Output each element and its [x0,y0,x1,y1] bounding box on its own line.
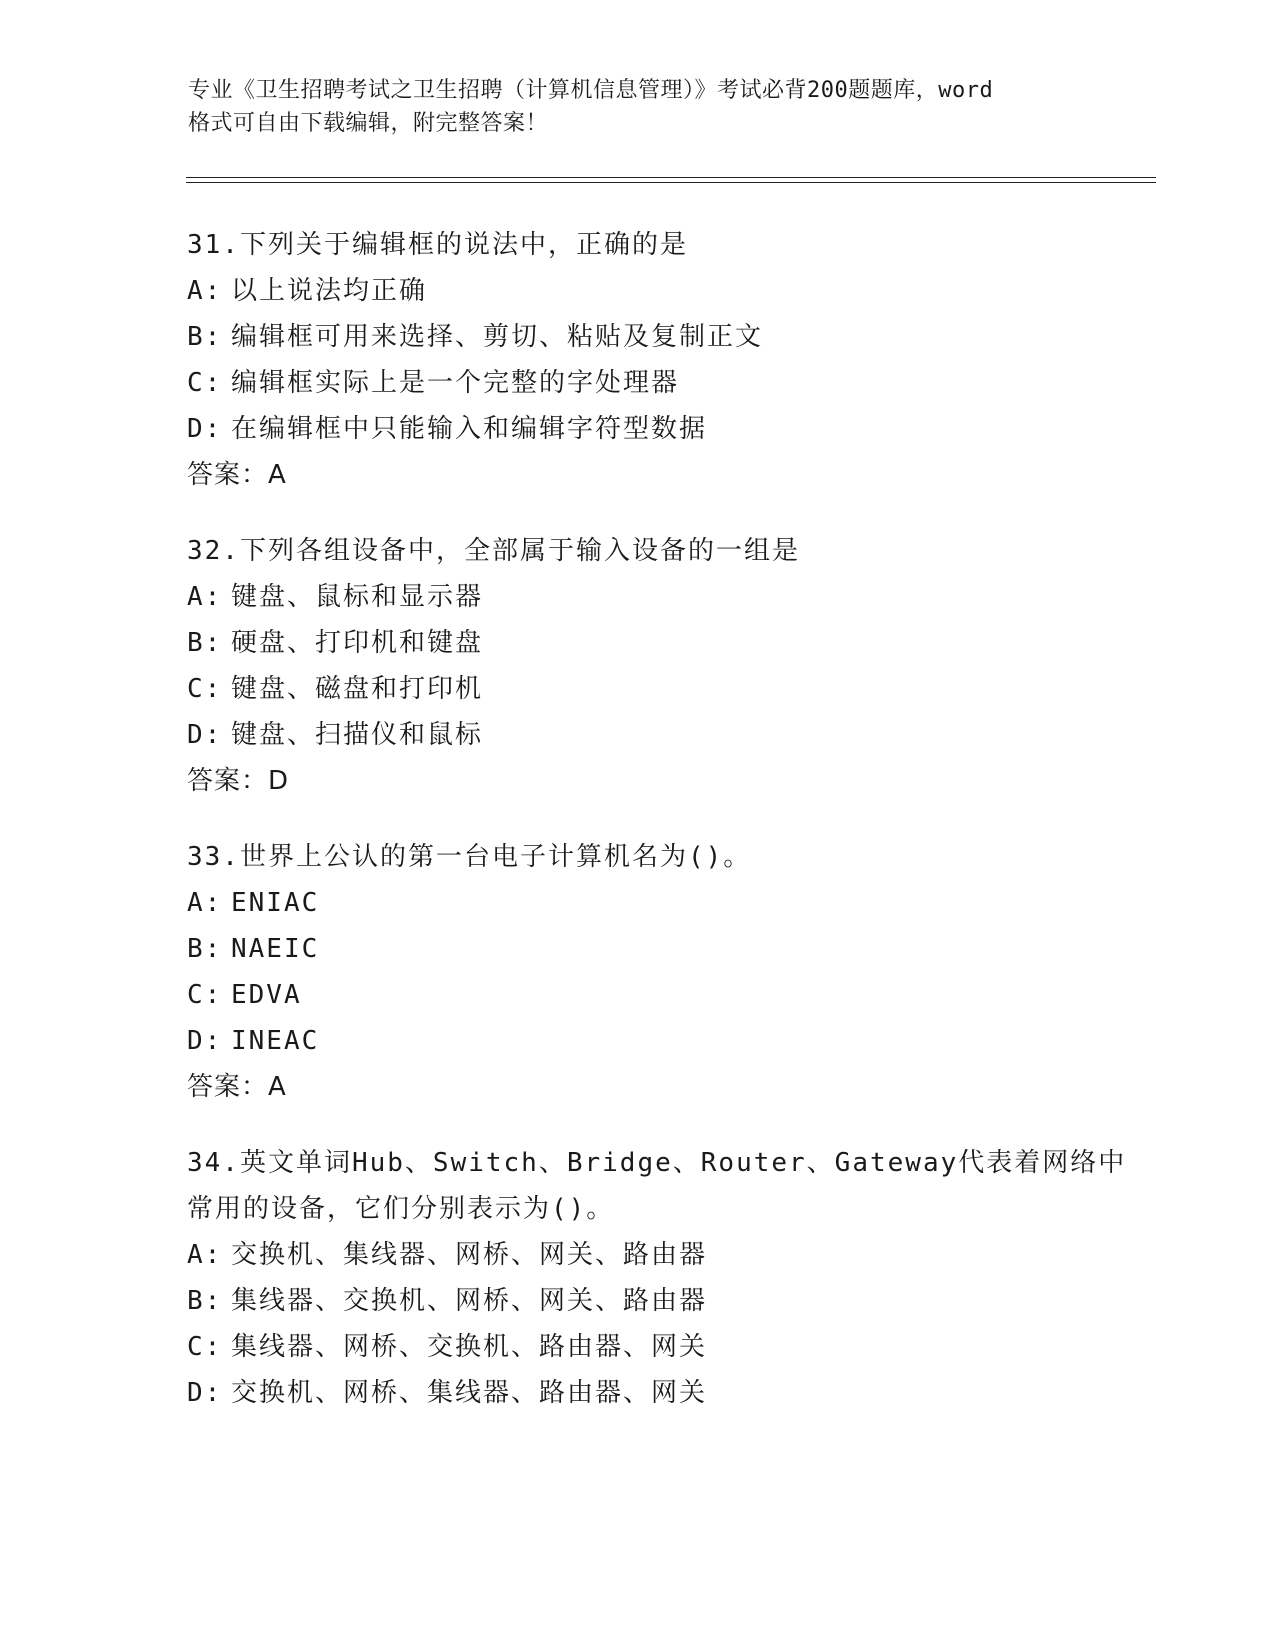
option-letter: D: [187,720,223,750]
answer-line: 答案：D [187,766,290,796]
question-31 [187,222,1087,498]
option-a [187,880,1087,926]
option-b [187,1278,1087,1324]
option-letter: D: [187,1378,223,1408]
option-b [187,314,1087,360]
question-stem-continued: 常用的设备，它们分别表示为()。 [187,1194,615,1224]
option-letter: A: [187,888,223,918]
option-letter: A: [187,276,223,306]
option-text: 集线器、交换机、网桥、网关、路由器 [231,1286,708,1316]
option-d [187,406,1087,452]
option-letter: B: [187,322,223,352]
header-divider-bottom [186,182,1156,183]
header-divider-top [186,177,1156,178]
option-letter: D: [187,414,223,444]
option-text: 集线器、网桥、交换机、路由器、网关 [231,1332,708,1362]
question-stem: 33.世界上公认的第一台电子计算机名为()。 [187,842,752,872]
option-letter: C: [187,980,223,1010]
question-33 [187,834,1087,1110]
option-c [187,1324,1087,1370]
question-34 [187,1140,1127,1416]
option-text: 键盘、磁盘和打印机 [231,674,484,704]
option-letter: B: [187,628,223,658]
option-letter: D: [187,1026,223,1056]
option-text: EDVA [231,980,302,1010]
option-text: 键盘、扫描仪和鼠标 [231,720,484,750]
option-a [187,1232,1087,1278]
option-text: 在编辑框中只能输入和编辑字符型数据 [231,414,708,444]
option-letter: C: [187,368,223,398]
option-c [187,972,1087,1018]
question-32 [187,528,1087,804]
option-text: 编辑框实际上是一个完整的字处理器 [231,368,680,398]
option-text: NAEIC [231,934,320,964]
header-line-1: 专业《卫生招聘考试之卫生招聘（计算机信息管理）》考试必背200题题库，word [188,78,994,103]
option-a [187,268,1087,314]
option-text: 键盘、鼠标和显示器 [231,582,484,612]
option-b [187,926,1087,972]
option-d [187,1370,1087,1416]
answer-line: 答案：A [187,460,287,490]
question-stem: 32.下列各组设备中，全部属于输入设备的一组是 [187,536,800,566]
option-letter: C: [187,674,223,704]
option-text: 交换机、网桥、集线器、路由器、网关 [231,1378,708,1408]
answer-line: 答案：A [187,1072,287,1102]
option-a [187,574,1087,620]
option-letter: B: [187,1286,223,1316]
option-letter: B: [187,934,223,964]
option-letter: C: [187,1332,223,1362]
option-c [187,360,1087,406]
option-text: 编辑框可用来选择、剪切、粘贴及复制正文 [231,322,764,352]
question-stem: 31.下列关于编辑框的说法中，正确的是 [187,230,688,260]
option-letter: A: [187,582,223,612]
question-stem: 34.英文单词Hub、Switch、Bridge、Router、Gateway代表着网络中 [187,1148,1127,1178]
option-letter: A: [187,1240,223,1270]
option-d [187,1018,1087,1064]
document-header [188,74,1088,140]
option-text: 以上说法均正确 [231,276,428,306]
option-text: 交换机、集线器、网桥、网关、路由器 [231,1240,708,1270]
option-text: ENIAC [231,888,320,918]
option-b [187,620,1087,666]
option-c [187,666,1087,712]
option-text: 硬盘、打印机和键盘 [231,628,484,658]
option-d [187,712,1087,758]
option-text: INEAC [231,1026,320,1056]
header-line-2: 格式可自由下载编辑，附完整答案！ [188,111,549,136]
